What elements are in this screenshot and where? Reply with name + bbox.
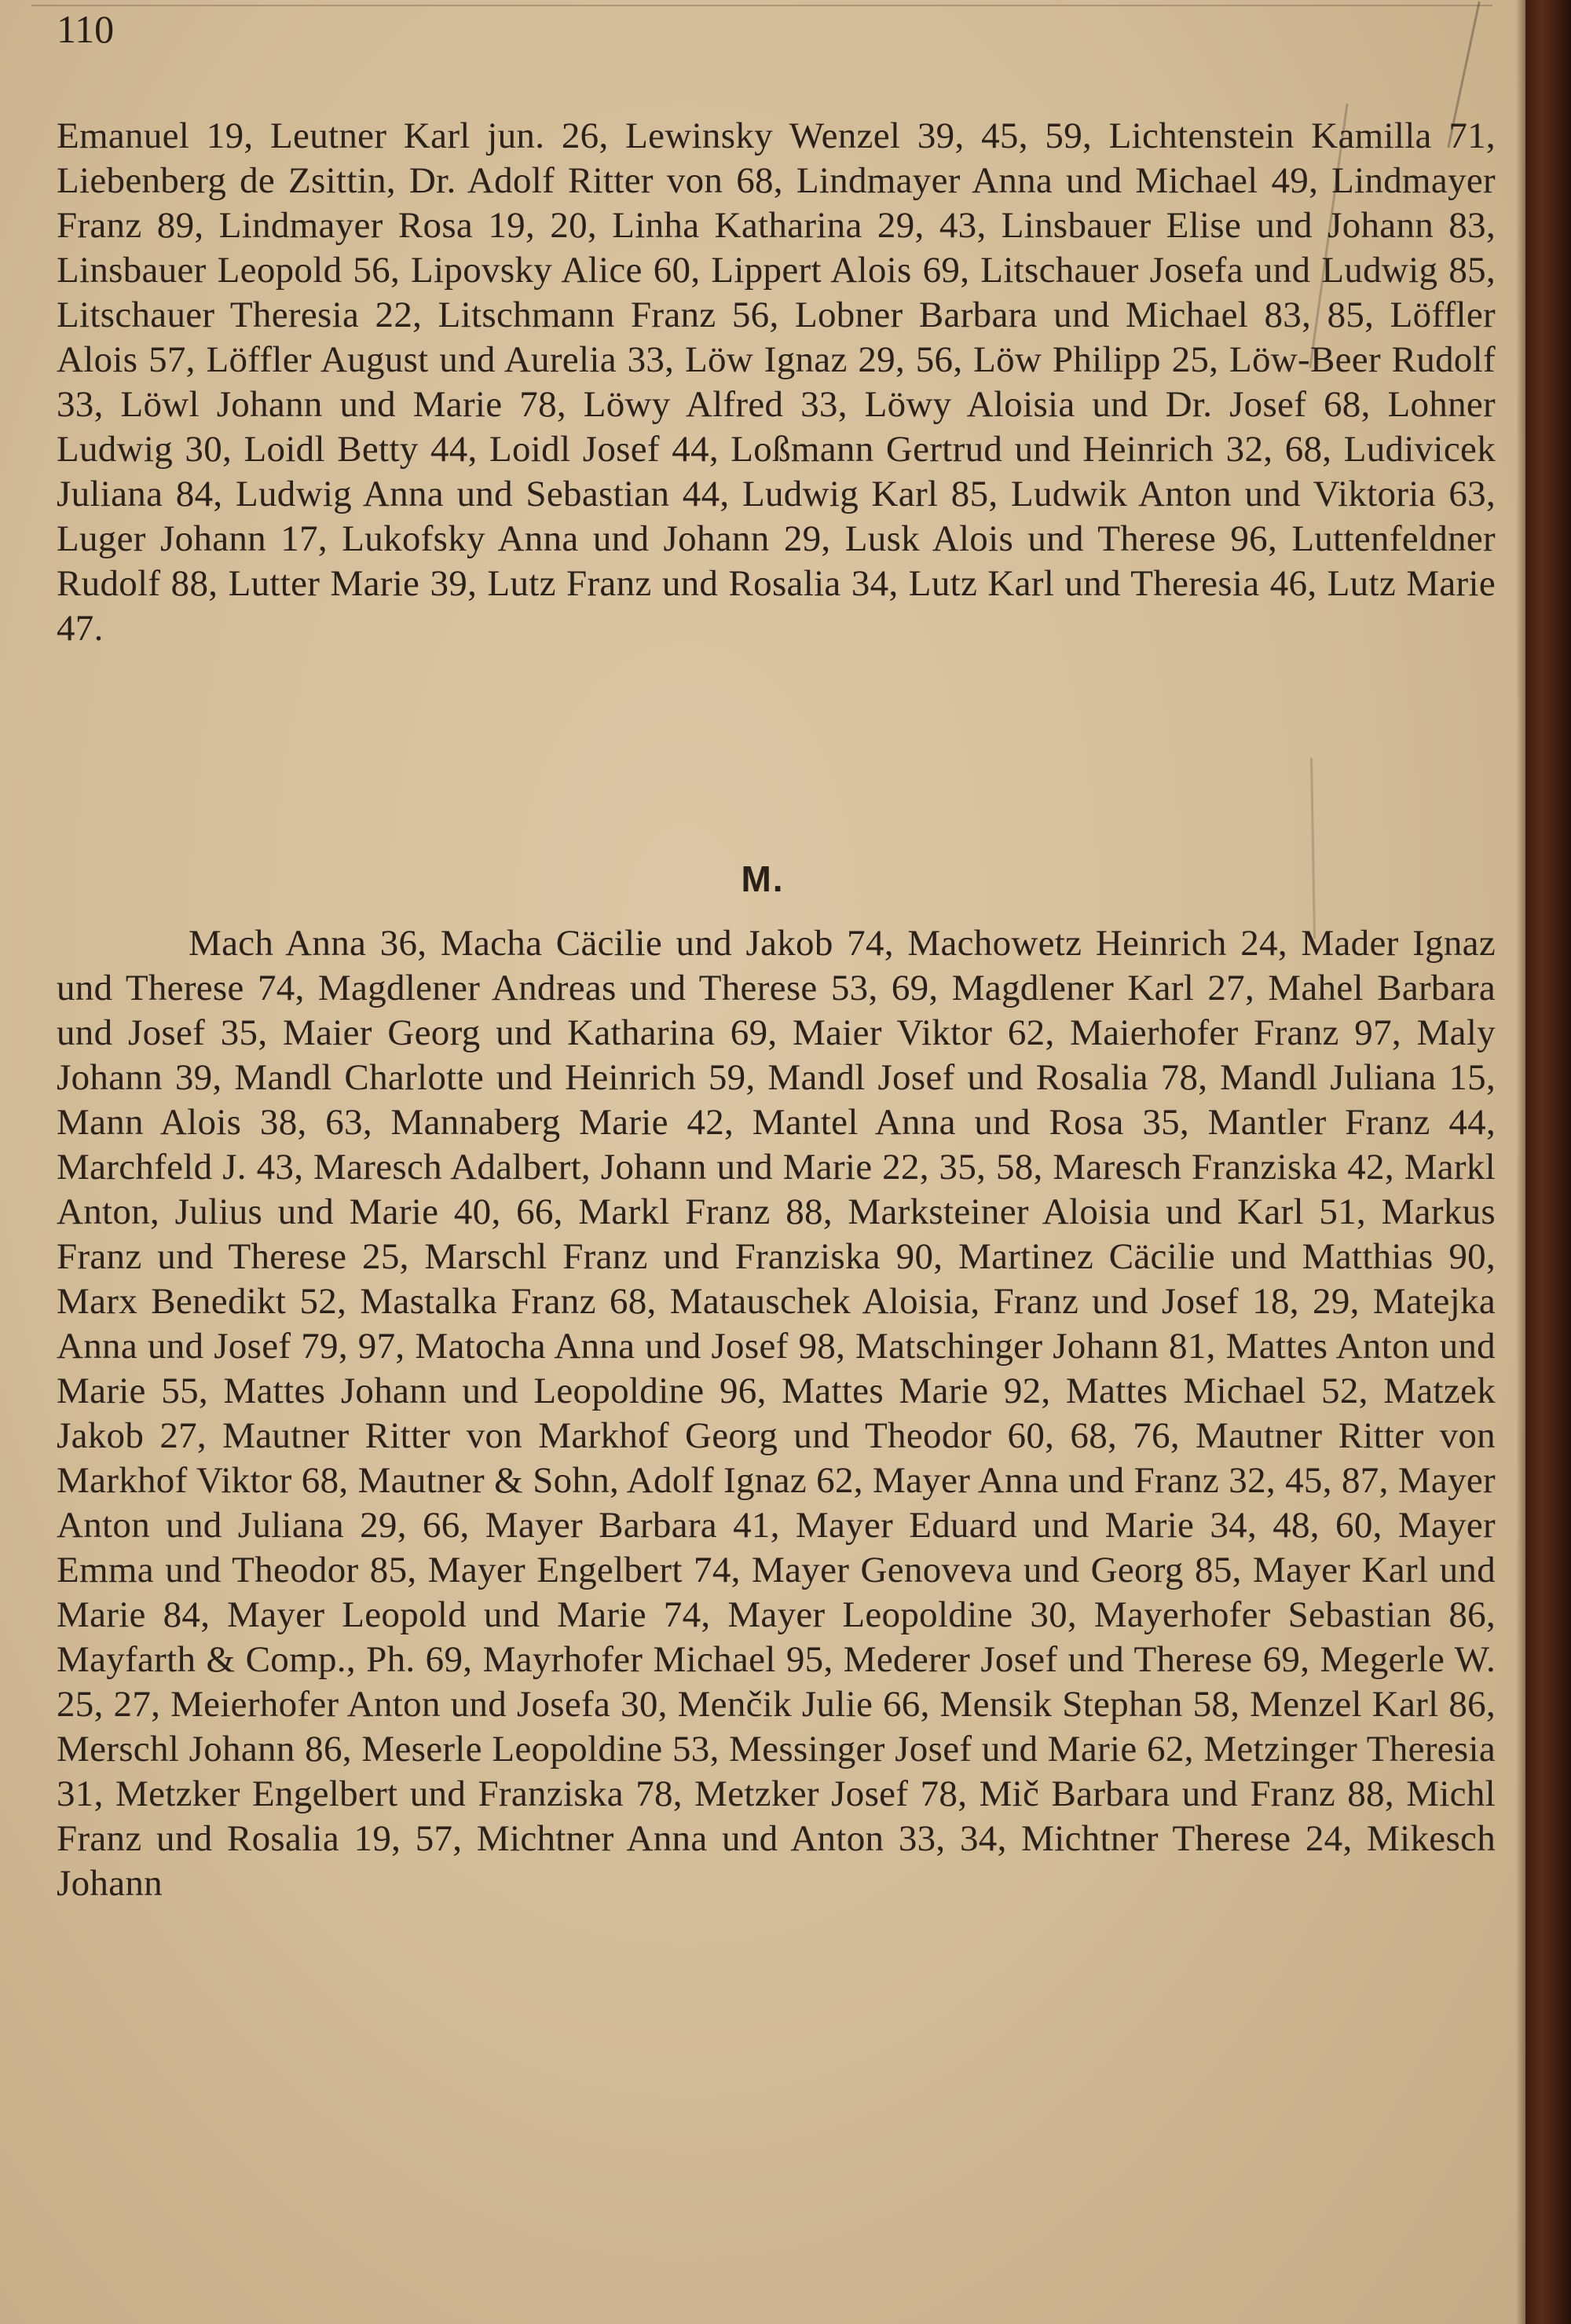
page-number: 110 — [57, 7, 115, 51]
scan-mark-line — [1310, 758, 1316, 939]
top-edge-rule — [31, 5, 1492, 6]
index-entries-m: Mach Anna 36, Macha Cäcilie und Jakob 74, Machowetz Heinrich 24, Mader Ignaz und Therese 74, Magdlener Andreas und Therese 53, 69, Magdlener Karl 27, Mahel Barbara und Josef 35, Maier Georg und Katharina 69, Maier Viktor 62, Maierhofer Franz 97, Maly Johann 39, Mandl Charlotte und Heinrich 59, Mandl Josef und Rosalia 78, Mandl Juliana 15, Mann Alois 38, 63, Mannaberg Marie 42, Mantel Anna und Rosa 35, Mantler Franz 44, Marchfeld J. 43, Maresch Adalbert, Johann und Marie 22, 35, 58, Maresch Franziska 42, Markl Anton, Julius und Marie 40, 66, Markl Franz 88, Marksteiner Aloisia und Karl 51, Markus Franz und Therese 25, Marschl Franz und Franziska 90, Martinez Cäcilie und Matthias 90, Marx Benedikt 52, Mastalka Franz 68, Matauschek Aloisia, Franz und Josef 18, 29, Matejka Anna und Josef 79, 97, Matocha Anna und Josef 98, Matschinger Johann 81, Mattes Anton und Marie 55, Mattes Johann und Leopoldine 96, Mattes Marie 92, Mattes Michael 52, Matzek Jakob 27, Mautner Ritter von Markhof Georg und Theodor 60, 68, 76, Mautner Ritter von Markhof Viktor 68, Mautner & Sohn, Adolf Ignaz 62, Mayer Anna und Franz 32, 45, 87, Mayer Anton und Juliana 29, 66, Mayer Barbara 41, Mayer Eduard und Marie 34, 48, 60, Mayer Emma und Theodor 85, Mayer Engelbert 74, Mayer Genoveva und Georg 85, Mayer Karl und Marie 84, Mayer Leopold und Marie 74, Mayer Leopoldine 30, Mayerhofer Sebastian 86, Mayfarth & Comp., Ph. 69, Mayrhofer Michael 95, Mederer Josef und Therese 69, Megerle W. 25, 27, Meierhofer Anton und Josefa 30, Menčik Julie 66, Mensik Stephan 58, Menzel Karl 86, Merschl Johann 86, Meserle Leopoldine 53, Messinger Josef und Marie 62, Metzinger Theresia 31, Metzker Engelbert und Franziska 78, Metzker Josef 78, Mič Barbara und Franz 88, Michl Franz und Rosalia 19, 57, Michtner Anna und Anton 33, 34, Michtner Therese 24, Mikesch Johann — [57, 923, 1496, 1904]
book-spine — [1525, 0, 1571, 2324]
index-entries-l-continued: Emanuel 19, Leutner Karl jun. 26, Lewinsky Wenzel 39, 45, 59, Lichtenstein Kamilla 71, Liebenberg de Zsittin, Dr. Adolf Ritter von 68, Lindmayer Anna und Michael 49, Lindmayer Franz 89, Lindmayer Rosa 19, 20, Linha Katharina 29, 43, Linsbauer Elise und Johann 83, Linsbauer Leopold 56, Lipovsky Alice 60, Lippert Alois 69, Litschauer Josefa und Ludwig 85, Litschauer Theresia 22, Litschmann Franz 56, Lobner Barbara und Michael 83, 85, Löffler Alois 57, Löffler August und Aurelia 33, Löw Ignaz 29, 56, Löw Philipp 25, Löw-Beer Rudolf 33, Löwl Johann und Marie 78, Löwy Alfred 33, Löwy Aloisia und Dr. Josef 68, Lohner Ludwig 30, Loidl Betty 44, Loidl Josef 44, Loßmann Gertrud und Heinrich 32, 68, Ludivicek Juliana 84, Ludwig Anna und Sebastian 44, Ludwig Karl 85, Ludwik Anton und Viktoria 63, Luger Johann 17, Lukofsky Anna und Johann 29, Lusk Alois und Therese 96, Luttenfeldner Rudolf 88, Lutter Marie 39, Lutz Franz und Rosalia 34, Lutz Karl und Theresia 46, Lutz Marie 47. — [57, 115, 1496, 649]
section-heading-m: M. — [741, 858, 785, 899]
